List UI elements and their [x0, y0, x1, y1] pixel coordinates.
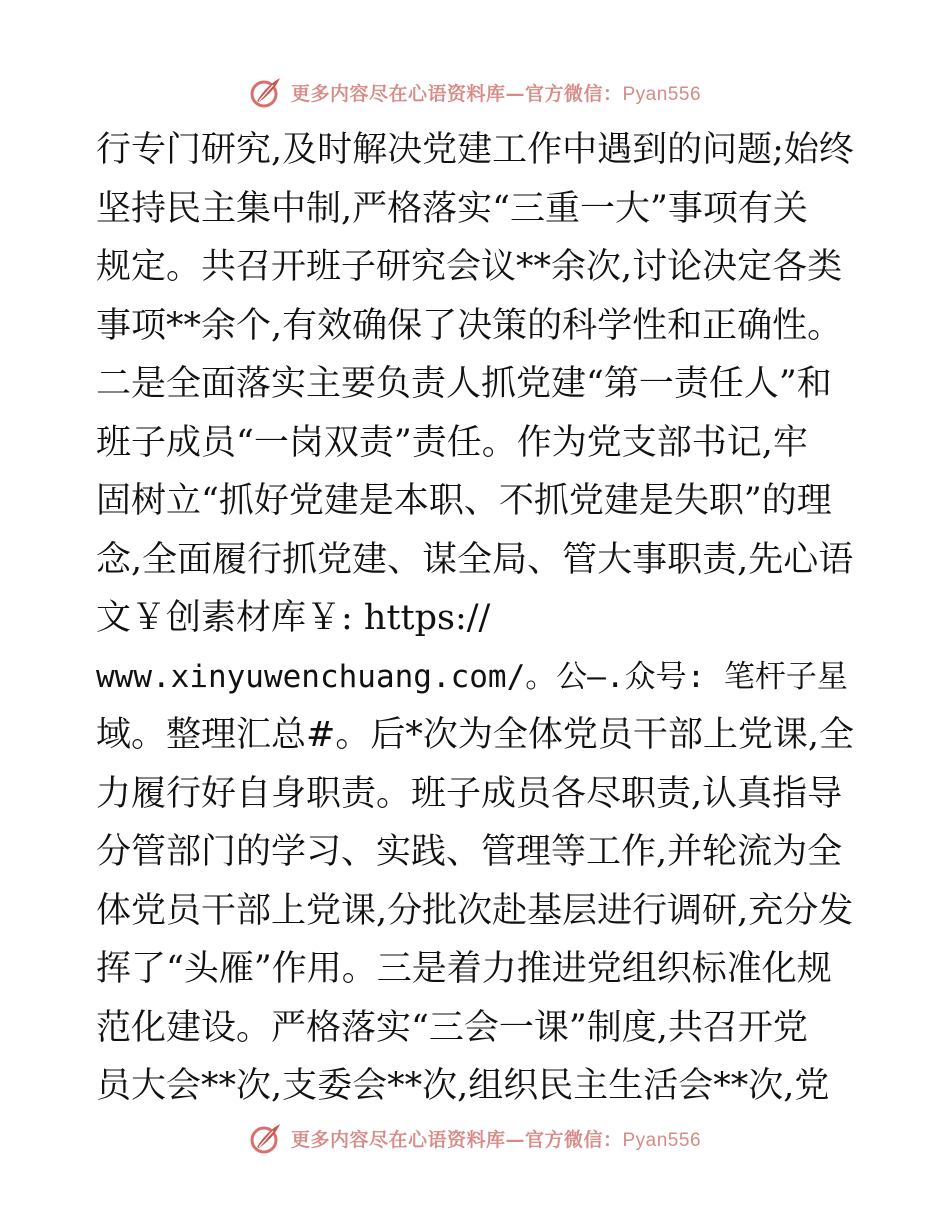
body-line: 体党员干部上党课,分批次赴基层进行调研,充分发 — [96, 890, 854, 931]
footer-banner — [0, 1118, 950, 1158]
footer-banner-text: 更多内容尽在心语资料库—官方微信：Pyan556 — [290, 1128, 702, 1151]
body-line: 二是全面落实主要负责人抓党建“第一责任人”和 — [96, 364, 832, 404]
body-line: 念,全面履行抓党建、谋全局、管大事职责,先心语 — [96, 539, 854, 580]
body-line: 坚持民主集中制,严格落实“三重一大”事项有关 — [96, 188, 808, 229]
document-body — [96, 121, 866, 1116]
body-line: 文￥创素材库￥: https:// — [96, 598, 491, 638]
feather-pen-circle-logo-icon — [249, 75, 283, 109]
header-banner-text: 更多内容尽在心语资料库—官方微信：Pyan556 — [290, 82, 702, 105]
body-line: 行专门研究,及时解决党建工作中遇到的问题;始终 — [96, 130, 854, 170]
body-line: 力履行好自身职责。班子成员各尽职责,认真指导 — [96, 773, 843, 814]
body-line-url: www.xinyuwenchuang.com/。公—.众号: 笔杆子星 — [96, 658, 848, 695]
body-line: 规定。共召开班子研究会议**余次,讨论决定各类 — [96, 247, 843, 287]
body-line: 域。整理汇总#。后*次为全体党员干部上党课,全 — [96, 715, 854, 755]
body-line: 员大会**次,支委会**次,组织民主生活会**次,党 — [96, 1066, 830, 1106]
header-banner — [0, 72, 950, 112]
body-line: 分管部门的学习、实践、管理等工作,并轮流为全 — [96, 832, 843, 872]
feather-pen-circle-logo-icon — [249, 1121, 283, 1155]
body-line: 挥了“头雁”作用。三是着力推进党组织标准化规 — [96, 949, 832, 989]
body-line: 范化建设。严格落实“三会一课”制度,共召开党 — [96, 1007, 808, 1048]
body-line: 固树立“抓好党建是本职、不抓党建是失职”的理 — [96, 481, 832, 521]
body-line: 班子成员“一岗双责”责任。作为党支部书记,牢 — [96, 422, 808, 463]
body-line: 事项**余个,有效确保了决策的科学性和正确性。 — [96, 305, 843, 346]
